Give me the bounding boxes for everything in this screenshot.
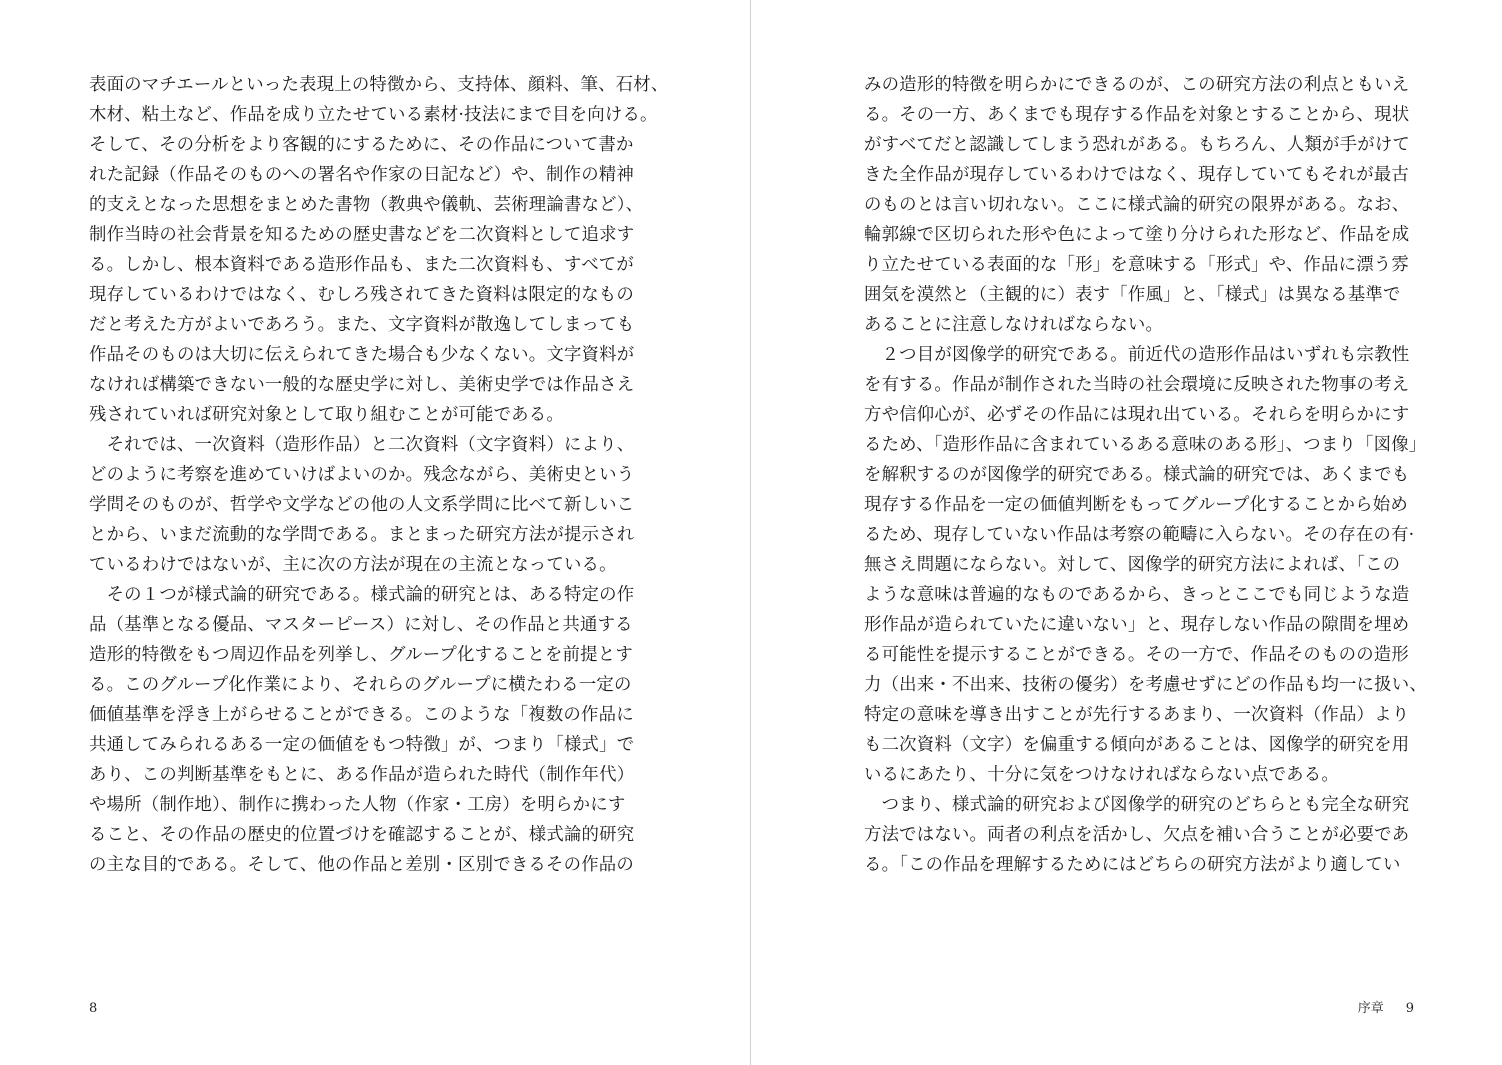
- text-line: 木材、粘土など、作品を成り立たせている素材·技法にまで目を向ける。: [89, 105, 658, 125]
- running-head-chapter: 序章: [1357, 1001, 1384, 1016]
- text-line: も二次資料（文字）を偏重する傾向があることは、図像学的研究を用: [864, 735, 1410, 755]
- text-line: ような意味は普遍的なものであるから、きっとここでも同じような造: [864, 585, 1410, 605]
- text-line: の主な目的である。そして、他の作品と差別・区別できるその作品の: [89, 855, 634, 875]
- text-line: ２つ目が図像学的研究である。前近代の造形作品はいずれも宗教性: [864, 345, 1410, 365]
- gutter-divider: [750, 0, 751, 1065]
- text-line: り立たせている表面的な「形」を意味する「形式」や、作品に漂う雰: [864, 255, 1409, 275]
- text-line: 囲気を漠然と（主観的に）表す「作風」と、「様式」は異なる基準で: [864, 285, 1401, 305]
- text-line: 力（出来・不出来、技術の優劣）を考慮せずにどの作品も均一に扱い、: [864, 675, 1427, 695]
- text-line: とから、いまだ流動的な学問である。まとまった研究方法が提示され: [89, 525, 635, 545]
- text-line: 無さえ問題にならない。対して、図像学的研究方法によれば、「この: [864, 555, 1401, 575]
- text-line: 方や信仰心が、必ずその作品には現れ出ている。それらを明らかにす: [864, 405, 1410, 425]
- text-line: みの造形的特徴を明らかにできるのが、この研究方法の利点ともいえ: [864, 75, 1410, 95]
- text-line: きた全作品が現存しているわけではなく、現存していてもそれが最古: [864, 165, 1409, 185]
- text-line: 形作品が造られていたに違いない」と、現存しない作品の隙間を埋め: [864, 615, 1410, 635]
- text-line: そして、その分析をより客観的にするために、その作品について書か: [89, 135, 634, 155]
- text-line: なければ構築できない一般的な歴史学に対し、美術史学では作品さえ: [89, 375, 635, 395]
- text-line: 品（基準となる優品、マスターピース）に対し、その作品と共通する: [89, 615, 633, 635]
- text-line: るため、「造形作品に含まれているある意味のある形」、つまり「図像」: [864, 435, 1427, 455]
- text-line: る可能性を提示することができる。その一方で、作品そのものの造形: [864, 645, 1409, 665]
- right-page-number: 9: [1405, 1001, 1414, 1016]
- right-page-body: [864, 70, 1427, 880]
- text-line: 方法ではない。両者の利点を活かし、欠点を補い合うことが必要であ: [864, 825, 1410, 845]
- text-line: 残されていれば研究対象として取り組むことが可能である。: [89, 405, 564, 425]
- text-line: 現存する作品を一定の価値判断をもってグループ化することから始め: [864, 495, 1408, 515]
- text-line: それでは、一次資料（造形作品）と二次資料（文字資料）により、: [89, 435, 635, 455]
- text-line: を有する。作品が制作された当時の社会環境に反映された物事の考え: [864, 375, 1410, 395]
- text-line: ること、その作品の歴史的位置づけを確認することが、様式論的研究: [89, 825, 635, 845]
- text-line: る。しかし、根本資料である造形作品も、また二次資料も、すべてが: [89, 255, 634, 275]
- text-line: つまり、様式論的研究および図像学的研究のどちらとも完全な研究: [864, 795, 1410, 815]
- right-page-footer: [1358, 999, 1414, 1019]
- text-line: あることに注意しなければならない。: [864, 315, 1164, 335]
- text-line: れた記録（作品そのものへの署名や作家の日記など）や、制作の精神: [89, 165, 634, 185]
- text-line: や場所（制作地）、制作に携わった人物（作家・工房）を明らかにす: [89, 795, 626, 815]
- text-line: 特定の意味を導き出すことが先行するあまり、一次資料（作品）より: [864, 705, 1410, 725]
- left-page-body: [89, 70, 669, 880]
- text-line: る。「この作品を理解するためにはどちらの研究方法がより適してい: [864, 855, 1401, 875]
- text-line: 価値基準を浮き上がらせることができる。このような「複数の作品に: [89, 705, 634, 725]
- text-line: あり、この判断基準をもとに、ある作品が造られた時代（制作年代）: [89, 765, 635, 785]
- text-line: るため、現存していない作品は考察の範疇に入らない。その存在の有·: [864, 525, 1415, 545]
- text-line: のものとは言い切れない。ここに様式論的研究の限界がある。なお、: [864, 195, 1410, 215]
- text-line: 学問そのものが、哲学や文学などの他の人文系学問に比べて新しいこ: [89, 495, 635, 515]
- text-line: 造形的特徴をもつ周辺作品を列挙し、グループ化することを前提とす: [89, 645, 633, 665]
- text-line: 作品そのものは大切に伝えられてきた場合も少なくない。文字資料が: [89, 345, 635, 365]
- text-line: る。このグループ化作業により、それらのグループに横たわる一定の: [89, 675, 632, 695]
- left-page-number: 8: [89, 1001, 98, 1016]
- text-line: 現存しているわけではなく、むしろ残されてきた資料は限定的なもの: [89, 285, 634, 305]
- text-line: どのように考察を進めていけばよいのか。残念ながら、美術史という: [89, 465, 635, 485]
- text-line: 共通してみられるある一定の価値をもつ特徴」が、つまり「様式」で: [89, 735, 635, 755]
- text-line: その１つが様式論的研究である。様式論的研究とは、ある特定の作: [89, 585, 635, 605]
- text-line: 的支えとなった思想をまとめた書物（教典や儀軌、芸術理論書など）、: [89, 195, 644, 215]
- text-line: る。その一方、あくまでも現存する作品を対象とすることから、現状: [864, 105, 1410, 125]
- text-line: 表面のマチエールといった表現上の特徴から、支持体、顔料、筆、石材、: [89, 75, 669, 95]
- text-line: ているわけではないが、主に次の方法が現在の主流となっている。: [89, 555, 617, 575]
- text-line: だと考えた方がよいであろう。また、文字資料が散逸してしまっても: [89, 315, 635, 335]
- text-line: 輪郭線で区切られた形や色によって塗り分けられた形など、作品を成: [864, 225, 1410, 245]
- text-line: 制作当時の社会背景を知るための歴史書などを二次資料として追求す: [89, 225, 635, 245]
- text-line: がすべてだと認識してしまう恐れがある。もちろん、人類が手がけて: [864, 135, 1411, 155]
- text-line: を解釈するのが図像学的研究である。様式論的研究では、あくまでも: [864, 465, 1410, 485]
- text-line: いるにあたり、十分に気をつけなければならない点である。: [864, 765, 1339, 785]
